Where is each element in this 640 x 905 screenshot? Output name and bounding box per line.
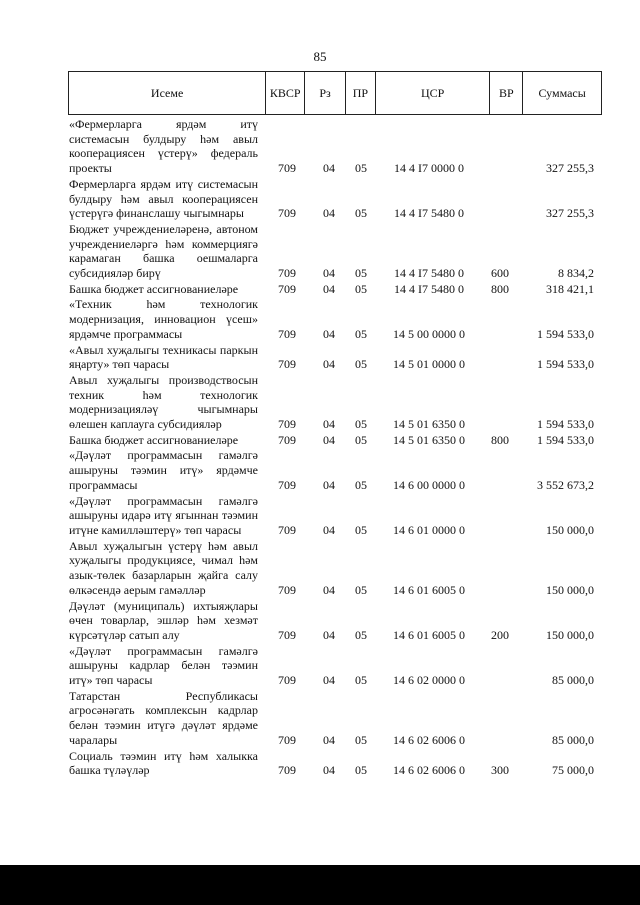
row-name: Башка бюджет ассигнованиеләре <box>69 281 239 296</box>
row-rz: 04 <box>323 326 335 341</box>
row-pr: 05 <box>355 522 367 537</box>
row-rz: 04 <box>323 417 335 432</box>
row-kvsr: 709 <box>278 673 296 688</box>
row-sum: 75 000,0 <box>552 763 594 778</box>
row-csr: 14 4 I7 5480 0 <box>394 206 464 221</box>
table-row <box>68 599 602 643</box>
row-pr: 05 <box>355 673 367 688</box>
row-csr: 14 6 01 6005 0 <box>393 627 465 642</box>
row-sum: 1 594 533,0 <box>537 417 594 432</box>
row-rz: 04 <box>323 763 335 778</box>
row-rz: 04 <box>323 522 335 537</box>
row-name: «Дәүләт программасын гамәлгә ашыруны кадрлар белән тәэмин итү» төп чарасы <box>69 643 258 688</box>
row-kvsr: 709 <box>278 432 296 447</box>
header-csr: ЦСР <box>375 72 490 114</box>
row-sum: 85 000,0 <box>552 732 594 747</box>
row-rz: 04 <box>323 732 335 747</box>
row-kvsr: 709 <box>278 266 296 281</box>
row-vr: 300 <box>491 763 509 778</box>
row-csr: 14 6 02 6006 0 <box>393 732 465 747</box>
row-csr: 14 6 01 0000 0 <box>393 522 465 537</box>
header-pr: ПР <box>345 72 375 114</box>
table-row <box>68 644 602 688</box>
row-kvsr: 709 <box>278 161 296 176</box>
row-name: Дәүләт (муниципаль) ихтыяҗлары өчен товарлар, эшләр һәм хезмәт күрсәтүләр сатып алу <box>69 598 258 642</box>
row-csr: 14 5 01 0000 0 <box>393 357 465 372</box>
header-name: Исеме <box>150 85 184 100</box>
row-rz: 04 <box>323 673 335 688</box>
row-pr: 05 <box>355 326 367 341</box>
row-name: Башка бюджет ассигнованиеләре <box>69 432 239 447</box>
row-pr: 05 <box>355 432 367 447</box>
header-sum: Суммасы <box>522 72 601 114</box>
row-csr: 14 5 00 0000 0 <box>393 326 465 341</box>
header-rz: Рз <box>304 72 345 114</box>
row-kvsr: 709 <box>278 326 296 341</box>
row-name: «Авыл хуҗалыгы техникасы паркын яңарту» төп чарасы <box>69 342 258 372</box>
row-name: «Дәүләт программасын гамәлгә ашыруны идарә итү ягыннан тәэмин итүне камилләштерү» төп чарасы <box>69 493 258 537</box>
row-kvsr: 709 <box>278 627 296 642</box>
row-sum: 150 000,0 <box>546 582 594 597</box>
row-pr: 05 <box>355 763 367 778</box>
table-row <box>68 343 602 372</box>
row-rz: 04 <box>323 432 335 447</box>
row-csr: 14 6 00 0000 0 <box>393 477 465 492</box>
row-pr: 05 <box>355 582 367 597</box>
row-sum: 327 255,3 <box>546 161 594 176</box>
row-rz: 04 <box>323 281 335 296</box>
row-kvsr: 709 <box>278 281 296 296</box>
row-pr: 05 <box>355 281 367 296</box>
row-name: Татарстан Республикасы агросәнәгать комплексын кадрлар белән тәэмин итүгә дәүләт ярдәме чаралары <box>69 688 258 747</box>
table-row <box>68 539 602 598</box>
row-name: «Техник һәм технологик модернизация, инновацион үсеш» ярдәмче программасы <box>69 297 258 341</box>
row-name: Фермерларга ярдәм итү системасын булдыру һәм авыл кооперациясен үстерүгә финанслашу чыгымнары <box>69 176 258 221</box>
row-vr: 800 <box>491 432 509 447</box>
page-number: 85 <box>313 49 327 64</box>
table-row <box>68 373 602 432</box>
row-rz: 04 <box>323 266 335 281</box>
table-row <box>68 282 602 297</box>
row-kvsr: 709 <box>278 582 296 597</box>
row-csr: 14 4 I7 5480 0 <box>394 266 464 281</box>
table-row <box>68 494 602 538</box>
table-row <box>68 689 602 748</box>
row-vr: 600 <box>491 266 509 281</box>
row-name: «Дәүләт программасын гамәлгә ашыруны тәэмин итү» ярдәмче программасы <box>69 448 258 492</box>
table-body <box>68 117 602 779</box>
row-sum: 150 000,0 <box>546 522 594 537</box>
table-row <box>68 749 602 778</box>
row-sum: 1 594 533,0 <box>537 432 594 447</box>
row-name: Авыл хуҗалыгын үстерү һәм авыл хуҗалыгы продукциясе, чимал һәм азык-төлек базарларын җайга салу өлкәсендә аерым гамәлләр <box>69 538 258 597</box>
row-csr: 14 6 01 6005 0 <box>393 582 465 597</box>
row-sum: 85 000,0 <box>552 673 594 688</box>
row-pr: 05 <box>355 161 367 176</box>
row-kvsr: 709 <box>278 206 296 221</box>
row-rz: 04 <box>323 161 335 176</box>
header-kvsr: КВСР <box>265 72 304 114</box>
table-row <box>68 448 602 492</box>
row-kvsr: 709 <box>278 732 296 747</box>
table-row <box>68 177 602 221</box>
row-sum: 327 255,3 <box>546 206 594 221</box>
table-row <box>68 117 602 176</box>
row-vr: 200 <box>491 627 509 642</box>
row-name: Бюджет учреждениеләренә, автоном учреждениеләргә һәм коммерциягә карамаган башка оешмаларга субсидияләр бирү <box>69 221 258 281</box>
row-kvsr: 709 <box>278 417 296 432</box>
row-kvsr: 709 <box>278 763 296 778</box>
row-name: Социаль тәэмин итү һәм халыкка башка түләүләр <box>69 748 258 778</box>
row-sum: 318 421,1 <box>546 281 594 296</box>
row-rz: 04 <box>323 477 335 492</box>
row-pr: 05 <box>355 732 367 747</box>
row-rz: 04 <box>323 582 335 597</box>
row-kvsr: 709 <box>278 357 296 372</box>
row-csr: 14 6 02 6006 0 <box>393 763 465 778</box>
row-rz: 04 <box>323 627 335 642</box>
row-csr: 14 5 01 6350 0 <box>393 417 465 432</box>
row-rz: 04 <box>323 206 335 221</box>
row-sum: 8 834,2 <box>558 266 594 281</box>
row-rz: 04 <box>323 357 335 372</box>
scan-bottom-border <box>0 865 640 905</box>
header-vr: ВР <box>489 72 522 114</box>
table-row <box>68 222 602 281</box>
row-pr: 05 <box>355 206 367 221</box>
row-sum: 1 594 533,0 <box>537 357 594 372</box>
row-kvsr: 709 <box>278 522 296 537</box>
table-header <box>68 71 602 115</box>
row-name: Авыл хуҗалыгы производствосын техник һәм технологик модернизацияләү чыгымнары өлешен каплауга субсидияләр <box>69 372 258 432</box>
row-csr: 14 4 I7 0000 0 <box>394 161 464 176</box>
row-kvsr: 709 <box>278 477 296 492</box>
row-csr: 14 6 02 0000 0 <box>393 673 465 688</box>
row-pr: 05 <box>355 417 367 432</box>
row-name: «Фермерларга ярдәм итү системасын булдыру һәм авыл кооперациясен үстерү» федераль проекты <box>69 117 258 176</box>
row-vr: 800 <box>491 281 509 296</box>
row-sum: 150 000,0 <box>546 627 594 642</box>
table-row <box>68 297 602 341</box>
row-csr: 14 5 01 6350 0 <box>393 432 465 447</box>
row-csr: 14 4 I7 5480 0 <box>394 281 464 296</box>
row-pr: 05 <box>355 357 367 372</box>
row-pr: 05 <box>355 266 367 281</box>
table-row <box>68 433 602 448</box>
row-sum: 3 552 673,2 <box>537 477 594 492</box>
row-pr: 05 <box>355 627 367 642</box>
row-sum: 1 594 533,0 <box>537 326 594 341</box>
row-pr: 05 <box>355 477 367 492</box>
